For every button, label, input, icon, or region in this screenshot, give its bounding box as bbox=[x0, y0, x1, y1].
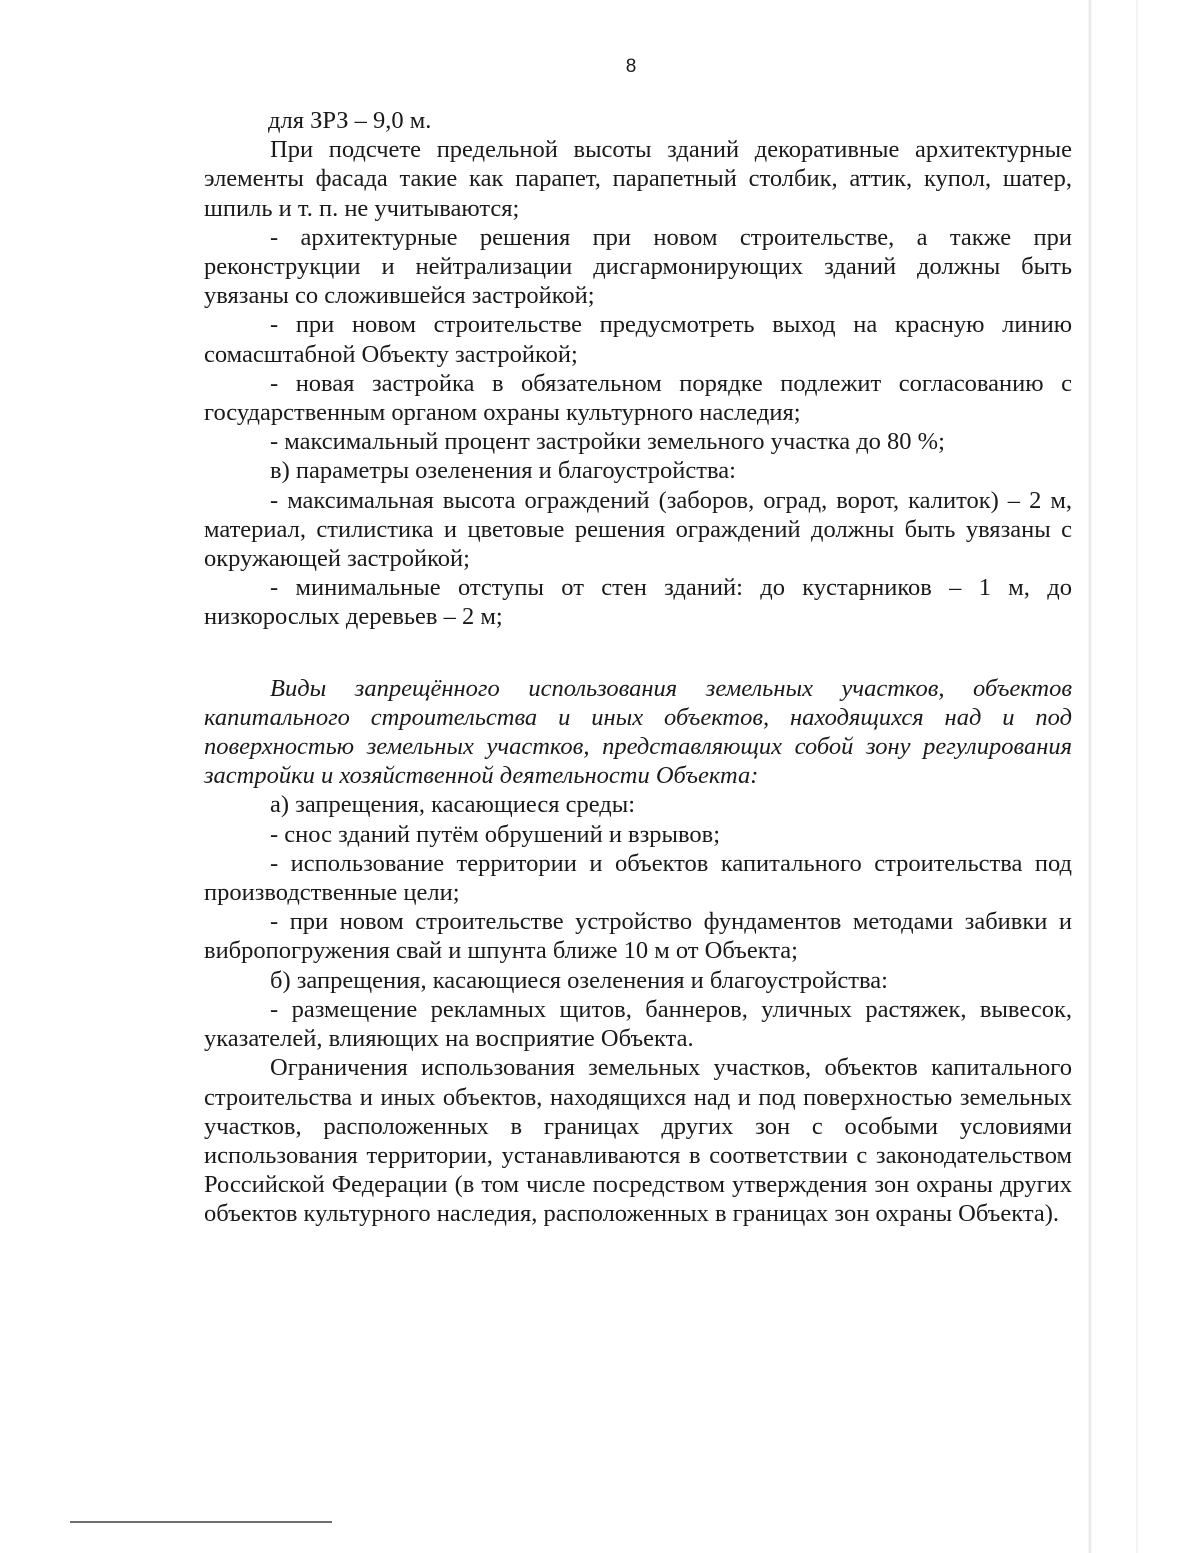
list-item: - новая застройка в обязательном порядке подлежит согласованию с государственным органом охраны культурного наследия; bbox=[204, 369, 1072, 427]
list-item: - при новом строительстве устройство фундаментов методами забивки и вибропогружения свай и шпунта ближе 10 м от Объекта; bbox=[204, 908, 1072, 965]
list-item: - снос зданий путём обрушений и взрывов; bbox=[270, 820, 721, 848]
paragraph: При подсчете предельной высоты зданий декоративные архитектурные элементы фасада такие как парапет, парапетный столбик, аттик, купол, шатер, шпиль и т. п. не учитываются; bbox=[204, 136, 1072, 222]
footnote-separator bbox=[70, 1521, 332, 1523]
scan-edge-line bbox=[1136, 0, 1138, 1553]
list-item: - максимальный процент застройки земельного участка до 80 %; bbox=[270, 428, 945, 456]
subsection-label: б) запрещения, касающиеся озеленения и благоустройства: bbox=[270, 966, 888, 994]
list-item: - минимальные отступы от стен зданий: до кустарников – 1 м, до низкорослых деревьев – 2 м; bbox=[204, 574, 1072, 631]
section-heading: Виды запрещённого использования земельных участков, объектов капитального строительства и иных объектов, находящихся над и под поверхностью земельных участков, представляющих собой зону регулирования застройки и хозяйственной деятельности Объекта: bbox=[204, 674, 1072, 790]
list-item: - при новом строительстве предусмотреть выход на красную линию сомасштабной Объекту застройкой; bbox=[204, 311, 1072, 368]
page-number: 8 bbox=[625, 56, 637, 77]
list-item: - максимальная высота ограждений (заборов, оград, ворот, калиток) – 2 м, материал, стилистика и цветовые решения ограждений должны быть увязаны с окружающей застройкой; bbox=[204, 486, 1072, 573]
document-body bbox=[204, 106, 1072, 1229]
list-item: - использование территории и объектов капитального строительства под производственные цели; bbox=[204, 849, 1072, 907]
list-item: - размещение рекламных щитов, баннеров, уличных растяжек, вывесок, указателей, влияющих на восприятие Объекта. bbox=[204, 995, 1072, 1053]
subsection-label: а) запрещения, касающиеся среды: bbox=[270, 791, 635, 819]
paragraph: Ограничения использования земельных участков, объектов капитального строительства и иных объектов, находящихся над и под поверхностью земельных участков, расположенных в границах других зон с особыми условиями использования территории, устанавливаются в соответствии с законодательством Российской Федерации (в том числе посредством утверждения зон охраны других объектов культурного наследия, расположенных в границах зон охраны Объекта). bbox=[204, 1054, 1072, 1228]
paragraph: для ЗРЗ – 9,0 м. bbox=[268, 107, 432, 134]
scan-edge-shadow bbox=[1088, 0, 1092, 1553]
list-item: - архитектурные решения при новом строительстве, а также при реконструкции и нейтрализации дисгармонирующих зданий должны быть увязаны со сложившейся застройкой; bbox=[204, 223, 1072, 310]
spacer bbox=[204, 632, 1072, 674]
subsection-label: в) параметры озеленения и благоустройства: bbox=[270, 457, 736, 485]
